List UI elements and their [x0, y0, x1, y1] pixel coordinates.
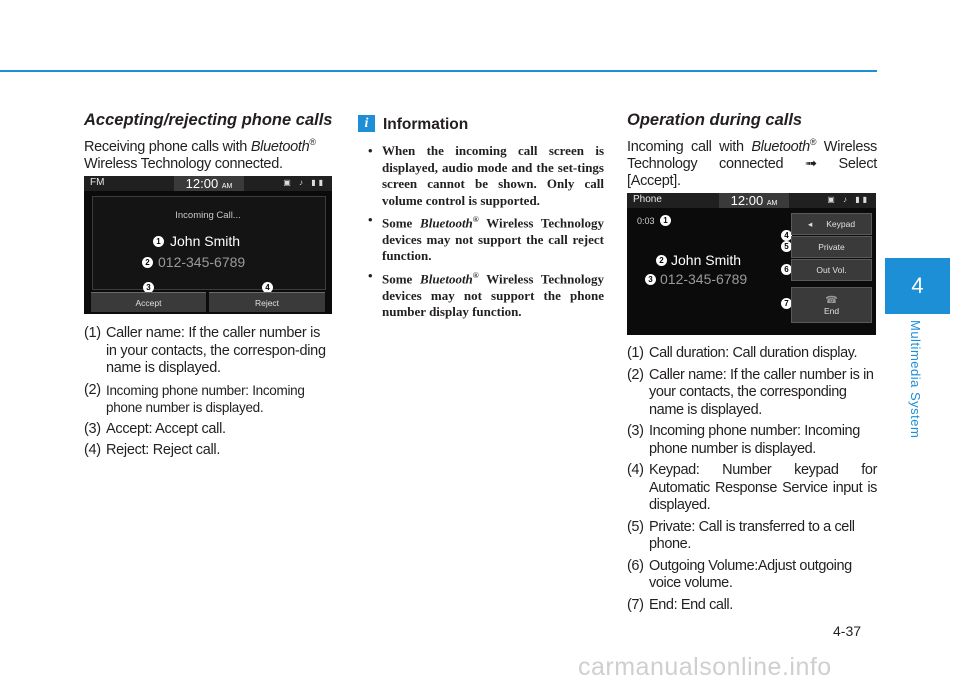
item-text: Keypad: Number keypad for Automatic Response Service input is displayed. [649, 462, 877, 513]
left-heading: Accepting/rejecting phone calls [84, 111, 333, 129]
marker-4: 4 [781, 230, 792, 241]
right-intro [627, 134, 877, 190]
page-number: 4-37 [833, 623, 862, 639]
info-list [368, 143, 604, 324]
item-text: End: End call. [649, 596, 733, 613]
clock-ampm: AM [221, 183, 233, 190]
marker-4: 4 [262, 282, 273, 293]
watermark: carmanualsonline.info [578, 653, 832, 681]
keypad-button[interactable] [791, 213, 872, 235]
item-number: (6) [627, 557, 644, 574]
list-item [627, 345, 877, 363]
item-number: (4) [627, 462, 644, 478]
item-number: (3) [84, 420, 101, 437]
list-item [84, 442, 332, 460]
clock-ampm: AM [766, 200, 778, 207]
item-text: Caller name: If the caller number is in your contacts, the corresponding name is displayed. [649, 366, 874, 418]
info-bullet-text: When the incoming call screen is displayed, audio mode and the set-tings screen cannot be shown. Only call volume control is supported. [382, 143, 604, 208]
info-some: Some [382, 271, 421, 287]
item-text: Reject: Reject call. [106, 442, 221, 458]
item-number: (5) [627, 518, 644, 535]
right-heading: Operation during calls [627, 111, 803, 129]
caller-name: John Smith [170, 233, 241, 249]
status-icons: ▣ ♪ ▮▮ [827, 195, 870, 204]
reg-mark: ® [472, 270, 479, 280]
list-item [627, 519, 877, 554]
info-bullet: • Some Bluetooth® Wireless Technology devices may not support the call reject function. [368, 212, 604, 264]
item-text: Incoming phone number: Incoming phone number is displayed. [649, 423, 860, 457]
list-item [627, 367, 877, 420]
clock-time: 12:00 [730, 193, 764, 208]
list-item [627, 558, 877, 593]
header-rule [0, 70, 877, 72]
marker-7: 7 [781, 298, 792, 309]
clock [719, 193, 789, 208]
bluetooth-term: Bluetooth [420, 271, 473, 287]
clock [174, 176, 244, 191]
list-item [84, 325, 332, 378]
list-item [627, 423, 877, 458]
reg-mark: ® [309, 137, 316, 147]
item-number: (3) [627, 423, 644, 439]
right-list [627, 345, 877, 618]
item-text: Accept: Accept call. [106, 420, 226, 437]
info-title: Information [383, 116, 469, 133]
bluetooth-term: Bluetooth [250, 138, 310, 155]
caller-name: John Smith [671, 252, 742, 268]
item-text: Call duration: Call duration display. [649, 345, 858, 361]
marker-5: 5 [781, 241, 792, 252]
item-text: Caller name: If the caller number is in your contacts, the correspon-ding name is displayed. [106, 325, 326, 376]
info-bullet-text: Wireless Technology devices may not support the call reject function. [382, 215, 604, 264]
list-item [84, 421, 332, 439]
caller-number: 012-345-6789 [158, 254, 246, 270]
source-label: Phone [633, 194, 662, 205]
marker-2: 2 [656, 255, 667, 266]
chapter-tab: 4 [885, 258, 950, 314]
source-label: FM [90, 177, 105, 188]
item-number: (1) [627, 345, 644, 361]
right-intro-text-2: Wireless Technology connected ➟ Select [Accept]. [627, 138, 877, 189]
status-icons: ▣ ♪ ▮▮ [283, 178, 326, 187]
left-intro-text: Receiving phone calls with [84, 138, 251, 155]
bluetooth-term: Bluetooth [751, 138, 810, 155]
item-text: Incoming phone number: Incoming phone number is displayed. [106, 382, 305, 415]
status-bar [84, 176, 332, 191]
item-text: Outgoing Volume:Adjust outgoing voice volume. [649, 557, 852, 591]
status-bar [627, 193, 876, 208]
marker-6: 6 [781, 264, 792, 275]
private-button[interactable]: Private [791, 236, 872, 258]
reg-mark: ® [809, 137, 817, 147]
incoming-call-screen [84, 176, 332, 314]
information-icon: i [358, 115, 375, 132]
left-intro-text-2: Wireless Technology connected. [84, 155, 283, 172]
item-number: (1) [84, 325, 101, 341]
reg-mark: ® [472, 215, 479, 224]
left-intro [84, 134, 334, 173]
item-number: (4) [84, 442, 101, 458]
info-bullet: • Some Bluetooth® Wireless Technology devices may not support the phone number display function. [368, 267, 604, 320]
caller-number: 012-345-6789 [660, 271, 748, 287]
marker-3: 3 [645, 274, 656, 285]
hangup-icon: ☎ [825, 294, 838, 306]
list-item [627, 597, 877, 615]
list-item [84, 382, 332, 417]
end-label: End [823, 305, 840, 316]
section-label: Multimedia System [908, 320, 923, 439]
reject-button[interactable]: Reject [209, 292, 325, 312]
call-status: Incoming Call... [175, 210, 241, 221]
item-text: Private: Call is transferred to a cell phone. [649, 518, 855, 552]
out-vol-button[interactable]: Out Vol. [791, 259, 872, 281]
marker-1: 1 [153, 236, 164, 247]
bluetooth-term: Bluetooth [420, 215, 473, 231]
left-list [84, 325, 332, 464]
right-intro-text: Incoming call with [627, 138, 752, 155]
marker-1: 1 [660, 215, 671, 226]
info-bullet: • When the incoming call screen is displayed, audio mode and the set-tings screen cannot be shown. Only call volume control is supported. [368, 143, 604, 208]
item-number: (2) [627, 366, 644, 383]
keypad-label: Keypad [826, 219, 856, 229]
accept-button[interactable]: Accept [91, 292, 206, 312]
marker-3: 3 [143, 282, 154, 293]
marker-2: 2 [142, 257, 153, 268]
clock-time: 12:00 [185, 176, 219, 191]
list-item [627, 462, 877, 515]
call-duration: 0:03 [637, 216, 655, 226]
item-number: (7) [627, 596, 644, 613]
info-some: Some [382, 215, 421, 231]
active-call-screen [627, 193, 876, 335]
keypad-indicator-icon: ◂ [807, 218, 813, 229]
item-number: (2) [84, 381, 101, 398]
info-bullet-text: Wireless Technology devices may not support the phone number display function. [382, 271, 604, 320]
end-button[interactable] [791, 287, 872, 323]
